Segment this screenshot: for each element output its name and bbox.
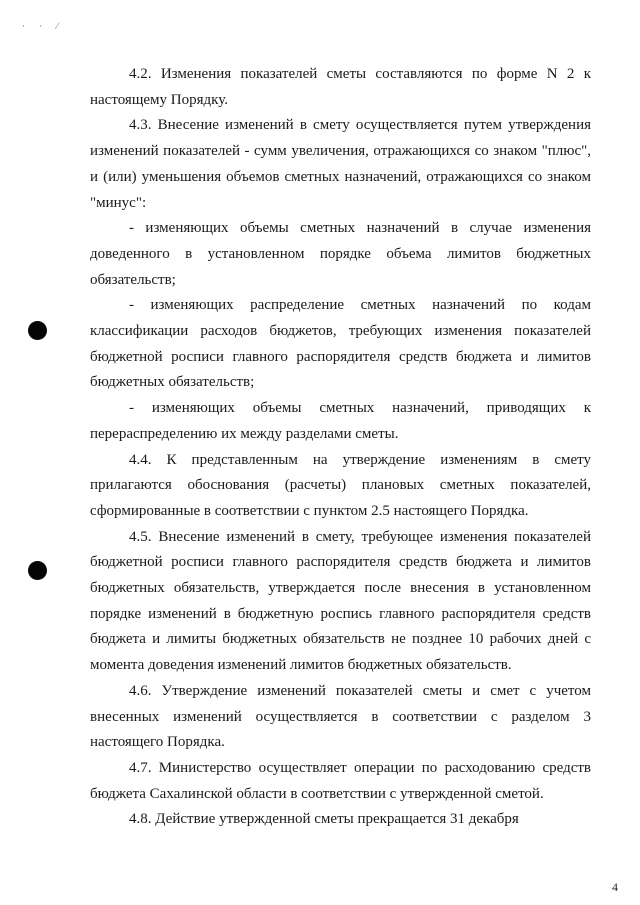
paragraph-4-7: 4.7. Министерство осуществляет операции по расходованию средств бюджета Сахалинской области в соответствии с утвержденной сметой. — [90, 759, 591, 802]
paragraph-4-6: 4.6. Утверждение изменений показателей сметы и смет с учетом внесенных изменений осуществляется в соответствии с разделом 3 настоящего Порядка. — [90, 682, 591, 751]
punch-hole-mark — [28, 321, 47, 340]
punch-hole-mark — [28, 561, 47, 580]
list-item-limits-change: - изменяющих объемы сметных назначений в случае изменения доведенного в установленном порядке объема лимитов бюджетных обязательств; — [90, 220, 591, 288]
paragraph-4-2: 4.2. Изменения показателей сметы составляются по форме N 2 к настоящему Порядку. — [90, 66, 591, 108]
document-body — [90, 62, 591, 833]
list-item-classification-change: - изменяющих распределение сметных назначений по кодам классификации расходов бюджетов, требующих изменения показателей бюджетной росписи главного распорядителя средств бюджета и лимитов бюджетных обязательств; — [90, 297, 591, 391]
paragraph-4-3: 4.3. Внесение изменений в смету осуществляется путем утверждения изменений показателей - сумм увеличения, отражающихся со знаком "плюс", и (или) уменьшения объемов сметных назначений, отражающихся со знаком "минус": — [90, 117, 591, 211]
page-number: 4 — [612, 880, 618, 894]
paragraph-4-5: 4.5. Внесение изменений в смету, требующее изменения показателей бюджетной росписи главного распорядителя средств бюджета и лимитов бюджетных обязательств, утверждается после внесения в установленном порядке изменений в бюджетную роспись главного распорядителя средств бюджета и лимиты бюджетных обязательств не позднее 10 рабочих дней с момента доведения изменений лимитов бюджетных обязательств. — [90, 528, 591, 674]
scan-specks: · · ⁄ — [22, 21, 64, 31]
paragraph-4-8: 4.8. Действие утвержденной сметы прекращается 31 декабря — [129, 811, 519, 828]
paragraph-4-4: 4.4. К представленным на утверждение изменениям в смету прилагаются обоснования (расчеты) плановых сметных показателей, сформированные в соответствии с пунктом 2.5 настоящего Порядка. — [90, 451, 591, 519]
list-item-redistribution: - изменяющих объемы сметных назначений, приводящих к перераспределению их между разделами сметы. — [90, 400, 591, 442]
